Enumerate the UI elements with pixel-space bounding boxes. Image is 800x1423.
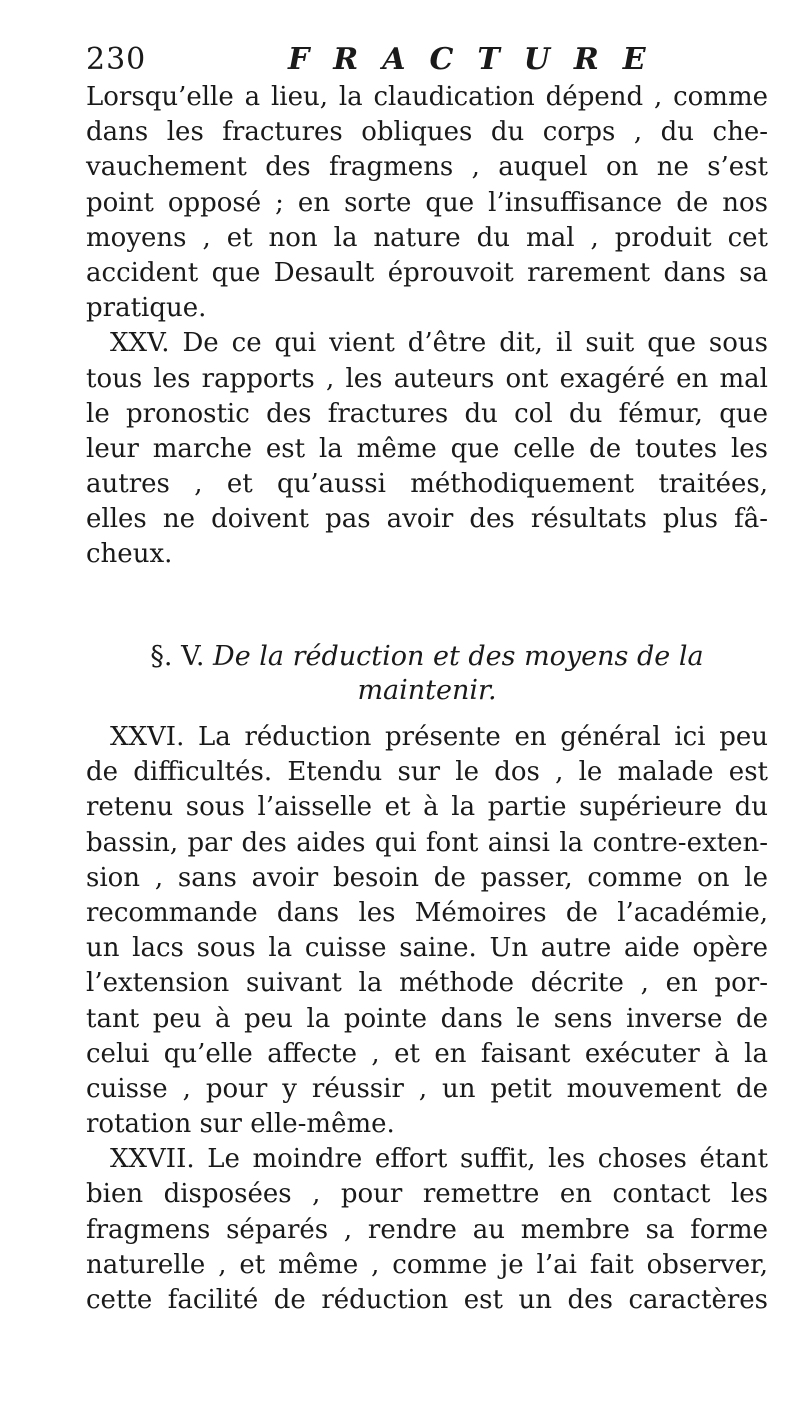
text-line: point opposé ; en sorte que l’insuffisance de nos	[86, 187, 768, 218]
text-line: accident que Desault éprouvoit rarement dans sa	[86, 257, 768, 288]
text-line: Lorsqu’elle a lieu, la claudication dépend , comme	[86, 82, 768, 112]
text-line: naturelle , et même , comme je l’ai fait observer,	[86, 1249, 768, 1280]
text-line: pratique.	[86, 293, 207, 324]
text-line: XXV. De ce qui vient d’être dit, il suit que sous	[110, 328, 768, 359]
text-line: retenu sous l’aisselle et à la partie supérieure du	[86, 792, 768, 823]
text-line: l’extension suivant la méthode décrite , en por-	[86, 968, 768, 999]
text-line: rotation sur elle-même.	[86, 1109, 395, 1140]
text-line: cuisse , pour y réussir , un petit mouvement de	[86, 1073, 768, 1104]
text-line: cheux.	[86, 539, 173, 570]
text-line: tant peu à peu la pointe dans le sens inverse de	[86, 1003, 768, 1034]
text-line: bien disposées , pour remettre en contact les	[86, 1179, 768, 1210]
text-line: sion , sans avoir besoin de passer, comme on le	[86, 862, 768, 893]
text-line: dans les fractures obliques du corps , du che-	[86, 117, 768, 148]
section-title-part-1: De la réduction et des moyens de la	[213, 641, 704, 672]
text-line: moyens , et non la nature du mal , produit cet	[86, 222, 768, 253]
text-line: de difficultés. Etendu sur le dos , le malade est	[86, 757, 768, 788]
text-line: un lacs sous la cuisse saine. Un autre aide opère	[86, 933, 768, 964]
text-block-bottom	[86, 720, 768, 1318]
text-line: autres , et qu’aussi méthodiquement traitées,	[86, 469, 768, 500]
text-line: leur marche est la même que celle de toutes les	[86, 433, 768, 464]
text-line: le pronostic des fractures du col du fémur, que	[86, 398, 768, 429]
text-line: recommande dans les Mémoires de l’académie,	[86, 897, 768, 928]
page-number: 230	[86, 42, 147, 77]
text-line: cette facilité de réduction est un des caractères	[86, 1285, 768, 1315]
text-block-top	[86, 80, 768, 573]
text-line: XXVII. Le moindre effort suffit, les choses étant	[110, 1144, 768, 1175]
section-heading-line-1	[86, 640, 768, 674]
text-line: bassin, par des aides qui font ainsi la contre-exten-	[86, 827, 768, 858]
section-title-part-2: maintenir.	[357, 675, 497, 706]
section-mark: §. V.	[150, 641, 205, 672]
text-line: celui qu’elle affecte , et en faisant exécuter à la	[86, 1038, 768, 1069]
text-line: tous les rapports , les auteurs ont exagéré en mal	[86, 363, 768, 394]
text-line: XXVI. La réduction présente en général ici peu	[110, 722, 768, 752]
section-heading	[86, 640, 768, 708]
text-line: fragmens séparés , rendre au membre sa forme	[86, 1214, 768, 1245]
text-line: vauchement des fragmens , auquel on ne s’est	[86, 152, 768, 183]
running-title: FRACTURE	[288, 42, 670, 77]
text-line: elles ne doivent pas avoir des résultats plus fâ-	[86, 504, 768, 535]
running-head	[86, 40, 766, 80]
